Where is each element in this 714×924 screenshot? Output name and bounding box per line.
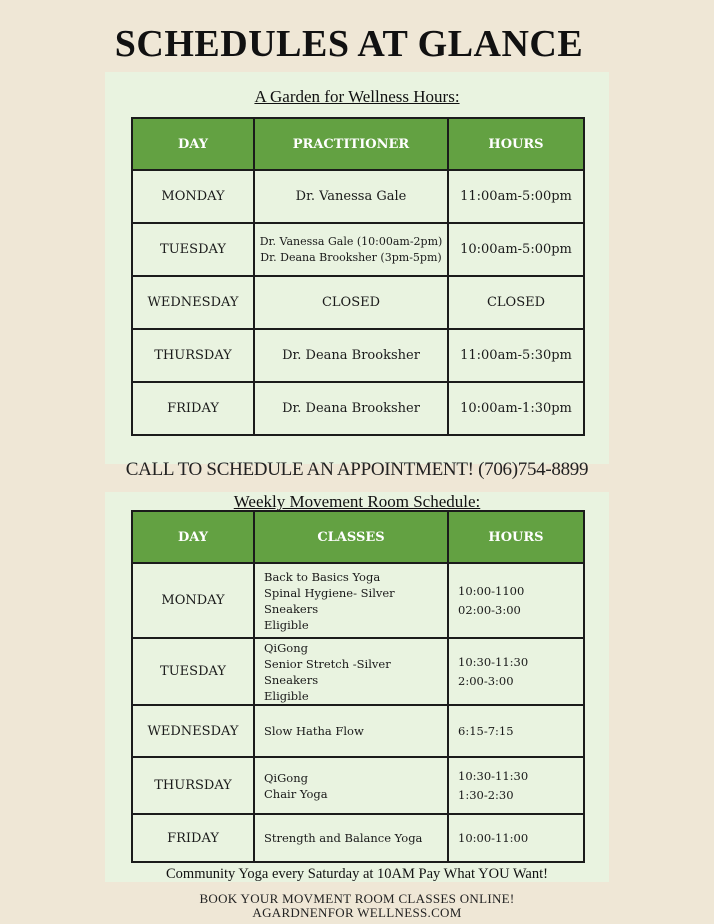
hours-cell: 10:00am-5:00pm: [448, 223, 584, 276]
header-day: DAY: [132, 118, 254, 170]
header-hours: HOURS: [448, 511, 584, 563]
community-yoga-note: Community Yoga every Saturday at 10AM Pay What YOU Want!: [166, 866, 548, 882]
practitioner-cell: CLOSED: [254, 276, 448, 329]
hours-line: 10:00-1100: [458, 583, 525, 598]
day-cell: THURSDAY: [132, 757, 254, 814]
hours-line: 10:30-11:30: [458, 768, 529, 783]
wellness-hours-table: [131, 117, 585, 436]
class-line: Eligible: [264, 617, 309, 632]
table-row: [132, 170, 584, 223]
table-row: [132, 638, 584, 705]
practitioner-line: Dr. Vanessa Gale (10:00am-2pm): [259, 234, 443, 248]
day-cell: WEDNESDAY: [132, 705, 254, 757]
hours-cell: 10:00-11:00: [448, 814, 584, 862]
class-line: Senior Stretch -Silver Sneakers: [264, 656, 391, 687]
header-practitioner: PRACTITIONER: [254, 118, 448, 170]
movement-schedule-table: [131, 510, 585, 863]
page-title: SCHEDULES AT GLANCE: [114, 23, 584, 65]
hours-cell: 11:00am-5:30pm: [448, 329, 584, 382]
table-row: [132, 757, 584, 814]
classes-cell: [254, 638, 448, 705]
practitioner-cell: Dr. Deana Brooksher: [254, 329, 448, 382]
practitioner-cell: Dr. Deana Brooksher: [254, 382, 448, 435]
day-cell: MONDAY: [132, 563, 254, 638]
website-text: AGARDNENFOR WELLNESS.COM: [252, 905, 462, 920]
table-row: [132, 563, 584, 638]
hours-cell: [448, 757, 584, 814]
header-hours: HOURS: [448, 118, 584, 170]
class-line: Chair Yoga: [264, 786, 328, 801]
class-line: Spinal Hygiene- Silver Sneakers: [264, 585, 395, 616]
header-classes: CLASSES: [254, 511, 448, 563]
hours-cell: 10:00am-1:30pm: [448, 382, 584, 435]
hours-line: 02:00-3:00: [458, 602, 521, 617]
classes-cell: Slow Hatha Flow: [254, 705, 448, 757]
practitioner-cell: Dr. Vanessa Gale: [254, 170, 448, 223]
class-line: QiGong: [264, 770, 308, 785]
practitioner-line: Dr. Deana Brooksher (3pm-5pm): [260, 250, 442, 264]
hours-line: 10:30-11:30: [458, 654, 529, 669]
table-row: [132, 382, 584, 435]
table-header-row: [132, 511, 584, 563]
hours-cell: 11:00am-5:00pm: [448, 170, 584, 223]
hours-cell: 6:15-7:15: [448, 705, 584, 757]
class-line: QiGong: [264, 640, 308, 655]
day-cell: MONDAY: [132, 170, 254, 223]
day-cell: WEDNESDAY: [132, 276, 254, 329]
movement-caption: Weekly Movement Room Schedule:: [233, 492, 481, 511]
book-online-note: [0, 892, 714, 920]
table-row: [132, 223, 584, 276]
classes-cell: Strength and Balance Yoga: [254, 814, 448, 862]
table-row: [132, 329, 584, 382]
wellness-caption: A Garden for Wellness Hours:: [254, 87, 460, 106]
book-line: BOOK YOUR MOVMENT ROOM CLASSES ONLINE!: [199, 891, 515, 906]
hours-cell: CLOSED: [448, 276, 584, 329]
table-header-row: [132, 118, 584, 170]
classes-cell: [254, 563, 448, 638]
table-row: [132, 705, 584, 757]
day-cell: TUESDAY: [132, 638, 254, 705]
class-line: Back to Basics Yoga: [264, 569, 381, 584]
day-cell: FRIDAY: [132, 382, 254, 435]
call-to-schedule: CALL TO SCHEDULE AN APPOINTMENT! (706)754-8899: [125, 459, 589, 480]
class-line: Eligible: [264, 688, 309, 703]
day-cell: FRIDAY: [132, 814, 254, 862]
hours-cell: [448, 563, 584, 638]
hours-cell: [448, 638, 584, 705]
header-day: DAY: [132, 511, 254, 563]
hours-line: 2:00-3:00: [458, 673, 514, 688]
practitioner-cell: [254, 223, 448, 276]
classes-cell: [254, 757, 448, 814]
day-cell: TUESDAY: [132, 223, 254, 276]
table-row: [132, 276, 584, 329]
day-cell: THURSDAY: [132, 329, 254, 382]
table-row: [132, 814, 584, 862]
hours-line: 1:30-2:30: [458, 787, 514, 802]
